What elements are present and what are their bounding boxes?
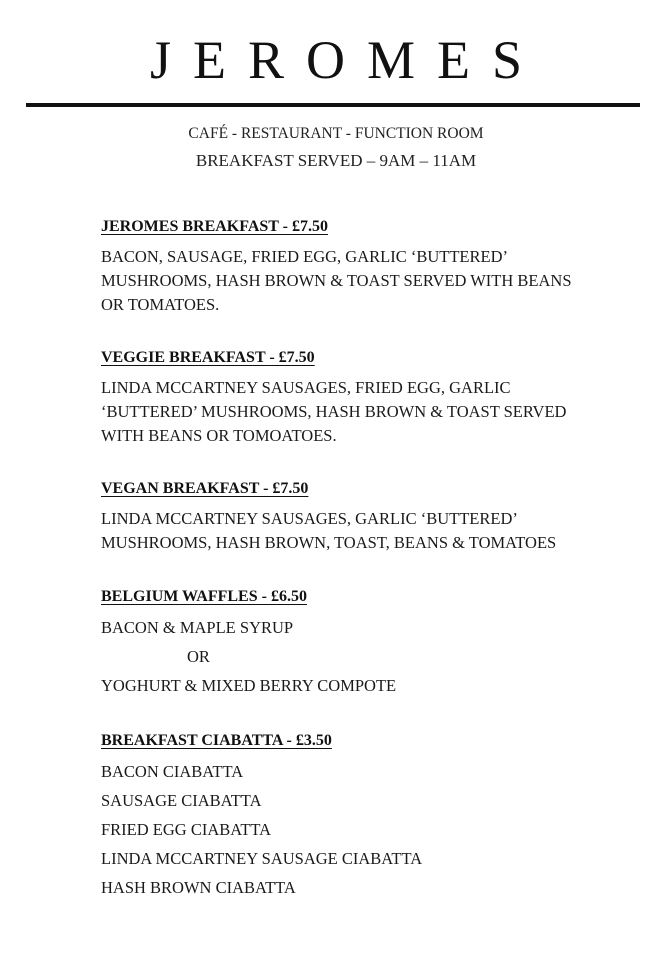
menu-section-veggie-breakfast xyxy=(101,348,661,448)
or-separator: OR xyxy=(187,647,210,666)
waffle-options xyxy=(101,613,661,700)
menu-section-breakfast-ciabatta xyxy=(101,731,661,902)
title-divider xyxy=(26,103,640,107)
section-heading: JEROMES BREAKFAST - £7.50 xyxy=(101,218,328,235)
section-heading: BREAKFAST CIABATTA - £3.50 xyxy=(101,732,332,749)
list-item: SAUSAGE CIABATTA xyxy=(101,791,262,810)
list-item: BACON CIABATTA xyxy=(101,762,244,781)
serving-hours: BREAKFAST SERVED – 9AM – 11AM xyxy=(195,151,477,170)
waffle-option: YOGHURT & MIXED BERRY COMPOTE xyxy=(101,676,397,695)
section-heading: BELGIUM WAFFLES - £6.50 xyxy=(101,588,307,605)
section-description: BACON, SAUSAGE, FRIED EGG, GARLIC ‘BUTTERED’ MUSHROOMS, HASH BROWN & TOAST SERVED WITH BEANS OR TOMATOES. xyxy=(101,247,572,314)
list-item: HASH BROWN CIABATTA xyxy=(101,878,296,897)
list-item: LINDA MCCARTNEY SAUSAGE CIABATTA xyxy=(101,849,423,868)
section-heading: VEGAN BREAKFAST - £7.50 xyxy=(101,480,309,497)
restaurant-title: JEROMES xyxy=(149,30,545,90)
list-item: FRIED EGG CIABATTA xyxy=(101,820,272,839)
menu-section-jeromes-breakfast xyxy=(101,217,661,317)
tagline: CAFÉ - RESTAURANT - FUNCTION ROOM xyxy=(188,125,484,142)
ciabatta-list xyxy=(101,757,661,902)
menu-section-vegan-breakfast xyxy=(101,479,661,555)
section-description: LINDA MCCARTNEY SAUSAGES, FRIED EGG, GARLIC ‘BUTTERED’ MUSHROOMS, HASH BROWN & TOAST SERVED WITH BEANS OR TOMOATOES. xyxy=(101,378,567,445)
menu-section-belgium-waffles xyxy=(101,587,661,700)
section-description: LINDA MCCARTNEY SAUSAGES, GARLIC ‘BUTTERED’ MUSHROOMS, HASH BROWN, TOAST, BEANS & TOMATOES xyxy=(101,509,557,552)
waffle-option: BACON & MAPLE SYRUP xyxy=(101,618,294,637)
section-heading: VEGGIE BREAKFAST - £7.50 xyxy=(101,349,315,366)
